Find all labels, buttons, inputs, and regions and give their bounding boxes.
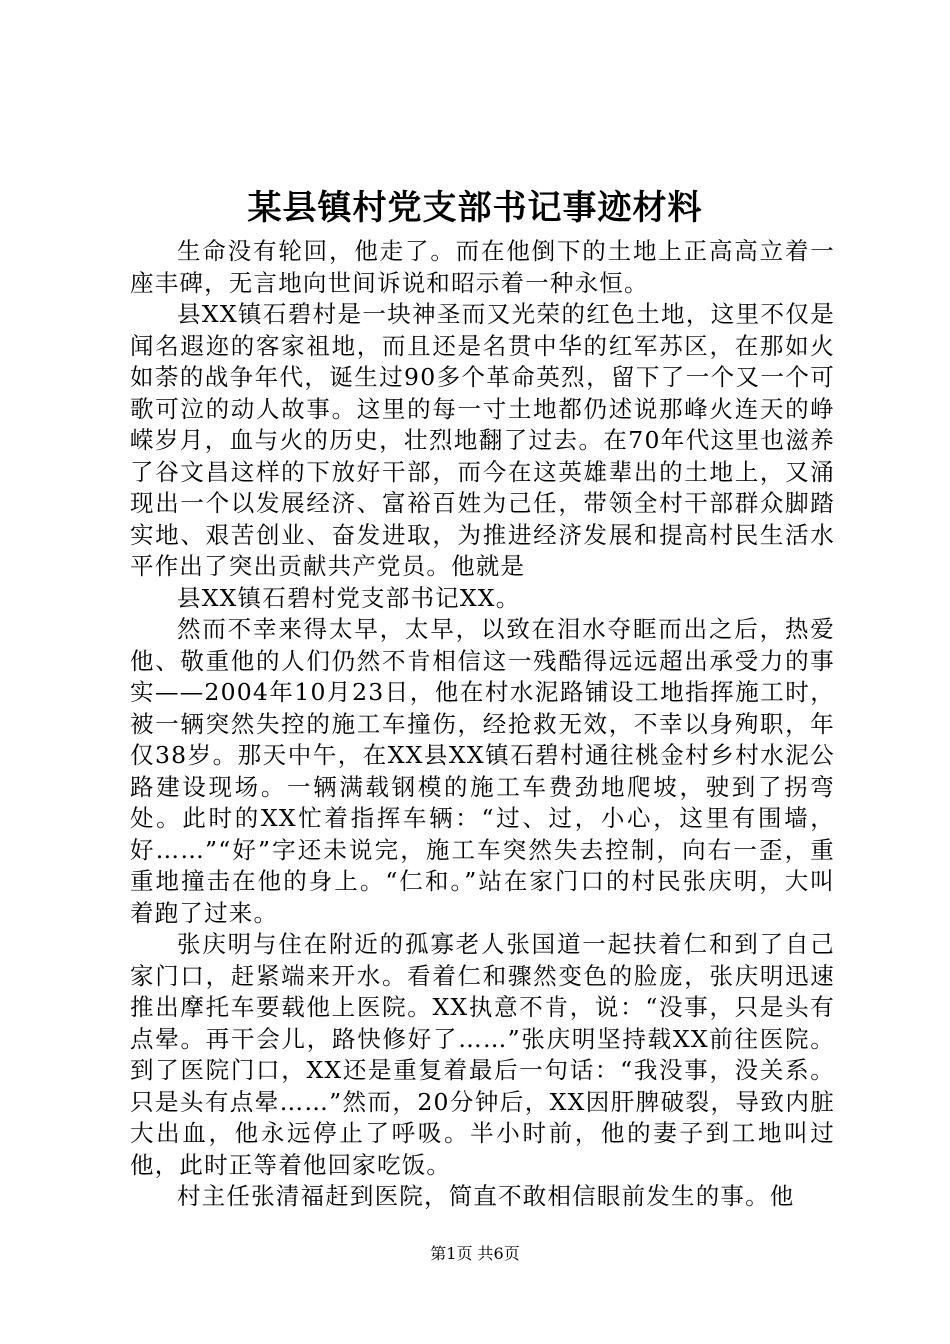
paragraph-5: 张庆明与住在附近的孤寡老人张国道一起扶着仁和到了自己家门口，赶紧端来开水。看着仁和骤然变色的脸庞，张庆明迅速推出摩托车要载他上医院。XX执意不肯，说：“没事，只是头有点晕。再干会儿，路快修好了……”张庆明坚持载XX前往医院。到了医院门口，XX还是重复着最后一句话：“我没事，没关系。只是头有点晕……”然而，20分钟后，XX因肝脾破裂，导致内脏大出血，他永远停止了呼吸。半小时前，他的妻子到工地叫过他，此时正等着他回家吃饭。	[130, 930, 835, 1179]
paragraph-4: 然而不幸来得太早，太早，以致在泪水夺眶而出之后，热爱他、敬重他的人们仍然不肯相信这一残酷得远远超出承受力的事实——2004年10月23日，他在村水泥路铺设工地指挥施工时，被一辆突然失控的施工车撞伤，经抢救无效，不幸以身殉职，年仅38岁。那天中午，在XX县XX镇石碧村通往桃金村乡村水泥公路建设现场。一辆满载钢模的施工车费劲地爬坡，驶到了拐弯处。此时的XX忙着指挥车辆：“过、过，小心，这里有围墙，好……”“好”字还未说完，施工车突然失去控制，向右一歪，重重地撞击在他的身上。“仁和。”站在家门口的村民张庆明，大叫着跑了过来。	[130, 615, 835, 927]
document-body	[130, 236, 835, 1213]
paragraph-3: 县XX镇石碧村党支部书记XX。	[177, 583, 521, 612]
paragraph-6: 村主任张清福赶到医院，简直不敢相信眼前发生的事。他	[177, 1182, 795, 1210]
paragraph-1: 生命没有轮回，他走了。而在他倒下的土地上正高高立着一座丰碑，无言地向世间诉说和昭示着一种永恒。	[130, 237, 835, 297]
page-number-footer: 第1页 共6页	[430, 1244, 520, 1263]
paragraph-2: 县XX镇石碧村是一块神圣而又光荣的红色土地，这里不仅是闻名遐迩的客家祖地，而且还是名贯中华的红军苏区，在那如火如荼的战争年代，诞生过90多个革命英烈，留下了一个又一个可歌可泣的动人故事。这里的每一寸土地都仍述说那峰火连天的峥嵘岁月，血与火的历史，壮烈地翻了过去。在70年代这里也滋养了谷文昌这样的下放好干部，而今在这英雄辈出的土地上，又涌现出一个以发展经济、富裕百姓为己任，带领全村干部群众脚踏实地、艰苦创业、奋发进取，为推进经济发展和提高村民生活水平作出了突出贡献共产党员。他就是	[130, 300, 835, 580]
document-title: 某县镇村党支部书记事迹材料	[247, 188, 703, 228]
